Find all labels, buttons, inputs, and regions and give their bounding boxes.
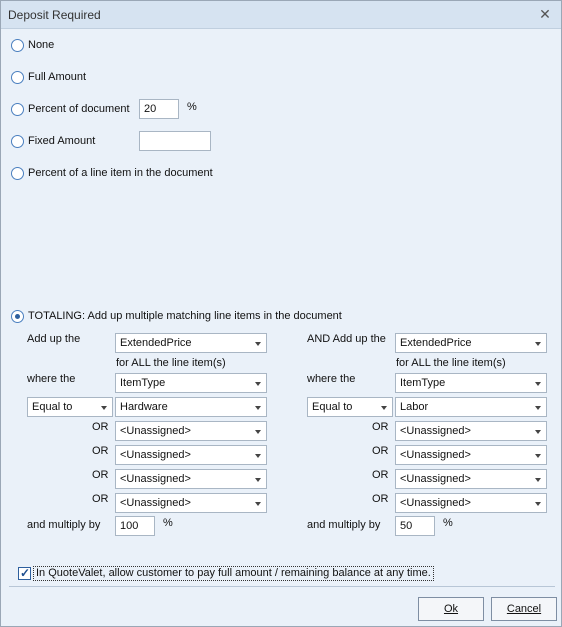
chevron-down-icon [255,502,261,506]
right-operator-combo[interactable] [307,397,393,417]
left-or-label: OR [92,421,109,433]
right-field-combo[interactable] [395,333,547,353]
radio-none[interactable] [11,39,24,52]
right-or-value: <Unassigned> [400,449,471,461]
option-totaling-label: TOTALING: Add up multiple matching line items in the document [28,310,342,322]
right-value-combo[interactable] [395,397,547,417]
ok-button[interactable] [418,597,484,621]
chevron-down-icon [255,430,261,434]
chevron-down-icon [535,382,541,386]
option-percent-of-document-label: Percent of document [28,103,130,115]
right-or-label: OR [372,469,389,481]
left-field-value: ExtendedPrice [120,337,192,349]
left-or-value: <Unassigned> [120,449,191,461]
right-where-value: ItemType [400,377,446,389]
left-operator-value: Equal to [32,401,73,413]
right-for-all-label: for ALL the line item(s) [396,357,506,369]
left-or-combo[interactable] [115,493,267,513]
chevron-down-icon [255,406,261,410]
left-value-text: Hardware [120,401,168,413]
right-multiply-input[interactable]: 50 [395,516,435,536]
left-multiply-suffix: % [163,517,173,529]
radio-totaling[interactable] [11,310,24,323]
chevron-down-icon [535,406,541,410]
option-full-amount-label: Full Amount [28,71,87,83]
left-multiply-label: and multiply by [27,519,101,531]
left-or-value: <Unassigned> [120,473,191,485]
right-field-value: ExtendedPrice [400,337,472,349]
right-or-combo[interactable] [395,493,547,513]
radio-percent-of-document[interactable] [11,103,24,116]
ok-button-label: Ok [443,603,459,615]
chevron-down-icon [535,478,541,482]
left-or-combo[interactable] [115,421,267,441]
left-where-combo[interactable] [115,373,267,393]
right-or-combo[interactable] [395,469,547,489]
left-or-label: OR [92,493,109,505]
fixed-amount-input[interactable] [139,131,211,151]
left-or-label: OR [92,469,109,481]
right-or-label: OR [372,445,389,457]
chevron-down-icon [535,342,541,346]
left-or-value: <Unassigned> [120,425,191,437]
option-percent-line-item-label: Percent of a line item in the document [28,167,213,179]
chevron-down-icon [255,342,261,346]
radio-full-amount[interactable] [11,71,24,84]
right-or-value: <Unassigned> [400,497,471,509]
left-value-combo[interactable] [115,397,267,417]
left-where-value: ItemType [120,377,166,389]
right-value-text: Labor [400,401,429,413]
right-multiply-label: and multiply by [307,519,381,531]
checkmark-icon: ✓ [20,566,31,580]
cancel-button[interactable] [491,597,557,621]
left-or-label: OR [92,445,109,457]
left-where-label: where the [27,373,76,385]
right-or-combo[interactable] [395,445,547,465]
chevron-down-icon [101,406,107,410]
right-or-label: OR [372,421,389,433]
chevron-down-icon [535,454,541,458]
radio-fixed-amount[interactable] [11,135,24,148]
right-or-value: <Unassigned> [400,425,471,437]
chevron-down-icon [535,430,541,434]
right-operator-value: Equal to [312,401,353,413]
left-for-all-label: for ALL the line item(s) [116,357,226,369]
chevron-down-icon [255,478,261,482]
chevron-down-icon [381,406,387,410]
left-or-combo[interactable] [115,469,267,489]
right-where-label: where the [307,373,356,385]
left-multiply-input[interactable]: 100 [115,516,155,536]
radio-percent-line-item[interactable] [11,167,24,180]
left-add-up-label: Add up the [27,333,81,345]
divider [9,586,555,587]
dialog-title: Deposit Required [8,8,101,22]
chevron-down-icon [535,502,541,506]
quotevalet-checkbox[interactable] [18,567,31,580]
cancel-button-label: Cancel [506,603,542,615]
percent-of-document-input[interactable]: 20 [139,99,179,119]
left-field-combo[interactable] [115,333,267,353]
right-or-combo[interactable] [395,421,547,441]
title-bar [1,1,561,29]
chevron-down-icon [255,454,261,458]
left-operator-combo[interactable] [27,397,113,417]
right-add-up-label: AND Add up the [307,333,386,345]
right-or-value: <Unassigned> [400,473,471,485]
option-fixed-amount-label: Fixed Amount [28,135,96,147]
left-or-combo[interactable] [115,445,267,465]
quotevalet-checkbox-label[interactable]: In QuoteValet, allow customer to pay full amount / remaining balance at any time. [33,566,434,581]
chevron-down-icon [255,382,261,386]
percent-suffix: % [187,101,197,113]
right-where-combo[interactable] [395,373,547,393]
right-or-label: OR [372,493,389,505]
option-none-label: None [28,39,55,51]
left-or-value: <Unassigned> [120,497,191,509]
right-multiply-suffix: % [443,517,453,529]
close-icon[interactable]: ✕ [539,6,551,22]
